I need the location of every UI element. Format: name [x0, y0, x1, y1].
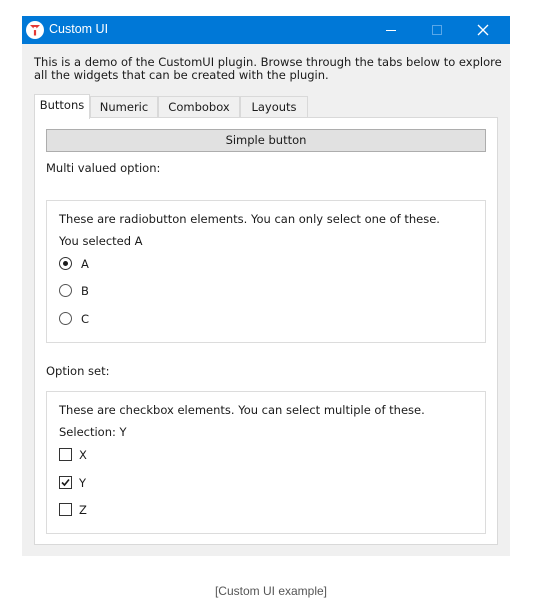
title-bar[interactable]	[22, 16, 510, 44]
multi-valued-option-label: Multi valued option:	[46, 161, 161, 175]
maximize-button[interactable]	[414, 16, 460, 44]
radio-button[interactable]	[59, 257, 72, 270]
radio-group-description: These are radiobutton elements. You can only select one of these.	[59, 212, 440, 226]
maximize-icon	[431, 24, 443, 36]
checkmark-icon	[61, 478, 70, 487]
checkbox-label: Z	[79, 503, 87, 517]
tab-numeric[interactable]: Numeric	[90, 96, 158, 117]
checkbox-label: Y	[79, 476, 87, 490]
radio-selected-dot	[63, 261, 68, 266]
checkbox-label: X	[79, 448, 87, 462]
tab-buttons[interactable]: Buttons	[34, 94, 90, 119]
checkbox[interactable]	[59, 503, 72, 516]
close-icon	[477, 24, 489, 36]
minimize-icon	[385, 24, 397, 36]
radio-selection-text: You selected A	[59, 234, 143, 248]
close-button[interactable]	[460, 16, 506, 44]
checkbox[interactable]	[59, 448, 72, 461]
intro-text: This is a demo of the CustomUI plugin. Browse through the tabs below to explore all the widgets that can be created with the plugin.	[34, 55, 502, 82]
radio-button[interactable]	[59, 284, 72, 297]
app-logo-icon	[26, 21, 44, 39]
radio-label: C	[81, 312, 90, 326]
checkbox-group-description: These are checkbox elements. You can select multiple of these.	[59, 403, 425, 417]
radio-label: A	[81, 257, 89, 271]
simple-button[interactable]: Simple button	[46, 129, 486, 152]
radio-label: B	[81, 284, 89, 298]
custom-ui-window	[22, 16, 510, 556]
checkbox-selection-text: Selection: Y	[59, 425, 127, 439]
buttons-tab-panel	[34, 117, 498, 545]
figure-caption: [Custom UI example]	[214, 584, 328, 598]
tab-combobox[interactable]: Combobox	[158, 96, 240, 117]
minimize-button[interactable]	[368, 16, 414, 44]
checkbox-group-box	[46, 391, 486, 534]
checkbox[interactable]	[59, 476, 72, 489]
window-title: Custom UI	[49, 22, 109, 36]
option-set-label: Option set:	[46, 364, 110, 378]
tab-layouts[interactable]: Layouts	[240, 96, 308, 117]
radio-group-box	[46, 200, 486, 343]
radio-button[interactable]	[59, 312, 72, 325]
